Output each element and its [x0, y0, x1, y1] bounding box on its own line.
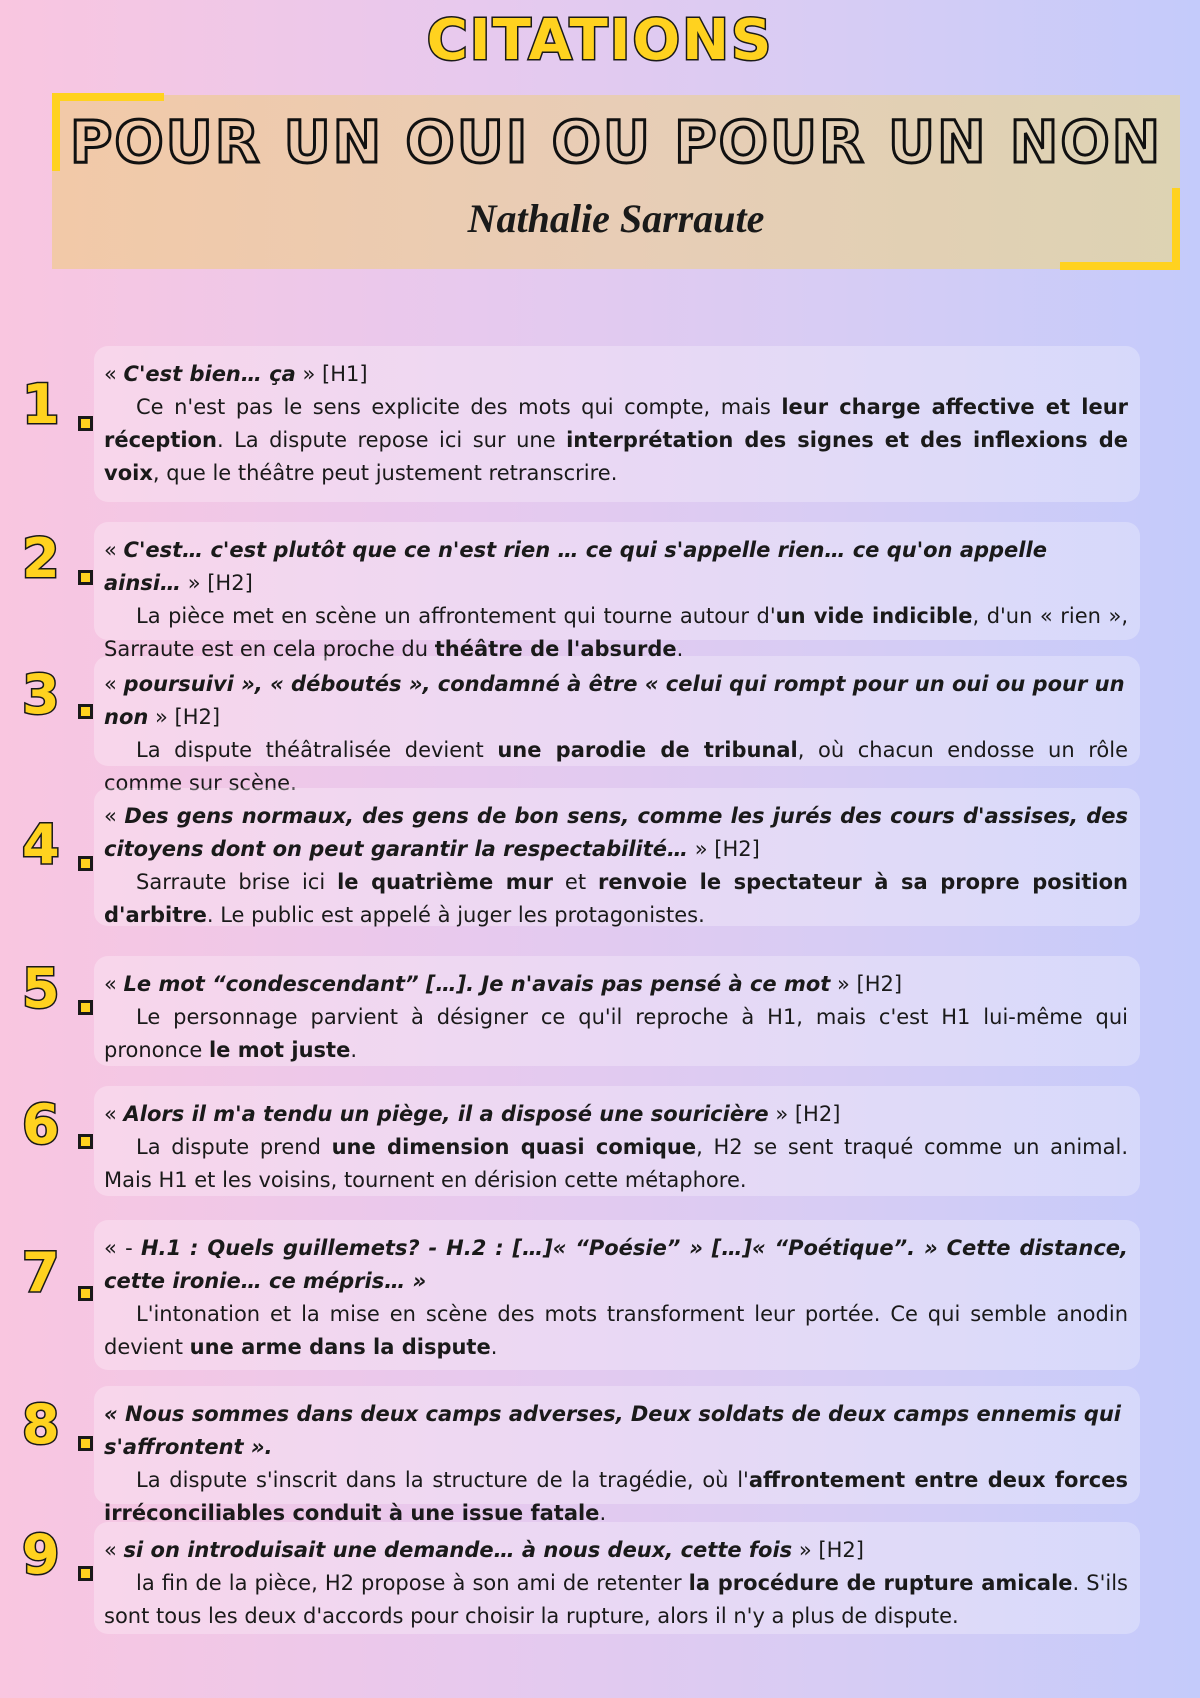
- quote-comment: L'intonation et la mise en scène des mots transforment leur portée. Ce qui semble anodin devient une arme dans la dispute.: [104, 1302, 1128, 1359]
- quote-card: [94, 1220, 1140, 1370]
- bullet-square-icon: [78, 1134, 93, 1149]
- quote-comment: La dispute théâtralisée devient une parodie de tribunal, où chacun endosse un rôle comme sur scène.: [104, 738, 1128, 795]
- page-title: CITATIONS: [426, 8, 774, 73]
- quote-card: [94, 522, 1140, 661]
- bullet-square-icon: [78, 416, 93, 431]
- quote-number: 2: [22, 527, 60, 590]
- quote-card: [94, 1086, 1140, 1196]
- quote-text: « Le mot “condescendant” […]. Je n'avais pas pensé à ce mot » [H2]: [104, 972, 903, 996]
- quote-text: « C'est… c'est plutôt que ce n'est rien … ce qui s'appelle rien… ce qu'on appelle ainsi… » [H2]: [104, 538, 1047, 595]
- quote-comment: Sarraute brise ici le quatrième mur et renvoie le spectateur à sa propre position d'arbitre. Le public est appelé à juger les protagonistes.: [104, 870, 1128, 927]
- quote-card: [94, 956, 1140, 1066]
- quote-number: 4: [22, 813, 60, 876]
- quote-number: 3: [22, 663, 60, 726]
- quote-text: « poursuivi », « déboutés », condamné à être « celui qui rompt pour un oui ou pour un non » [H2]: [104, 672, 1125, 729]
- quote-comment: La dispute prend une dimension quasi comique, H2 se sent traqué comme un animal. Mais H1 et les voisins, tournent en dérision cette métaphore.: [104, 1135, 1129, 1192]
- quote-card: [94, 788, 1140, 926]
- quote-number: 8: [22, 1393, 60, 1456]
- quote-comment: Ce n'est pas le sens explicite des mots qui compte, mais leur charge affective et leur réception. La dispute repose ici sur une interprétation des signes et des inflexions de voix, que le théâtre peut justement retranscrire.: [104, 395, 1128, 485]
- quote-text: « Des gens normaux, des gens de bon sens, comme les jurés des cours d'assises, des citoyens dont on peut garantir la respectabilité… » [H2]: [104, 804, 1129, 861]
- banner-corner-top-left: [52, 93, 164, 101]
- quote-number: 7: [22, 1241, 60, 1304]
- quote-number: 1: [22, 373, 60, 436]
- work-title: POUR UN OUI OU POUR UN NON: [69, 108, 1163, 176]
- quote-card: [94, 1386, 1140, 1525]
- quote-comment: La dispute s'inscrit dans la structure de la tragédie, où l'affrontement entre deux forces irréconciliables conduit à une issue fatale.: [104, 1468, 1128, 1525]
- bullet-square-icon: [78, 1566, 93, 1581]
- banner-corner-bottom-right: [1060, 262, 1180, 270]
- bullet-square-icon: [78, 856, 93, 871]
- quote-card: [94, 1522, 1140, 1634]
- bullet-square-icon: [78, 570, 93, 585]
- quote-text: « Alors il m'a tendu un piège, il a disposé une souricière » [H2]: [104, 1102, 841, 1126]
- author-name: Nathalie Sarraute: [467, 196, 765, 241]
- quote-number: 9: [22, 1523, 60, 1586]
- quote-card: [94, 346, 1140, 502]
- quote-number: 5: [22, 957, 60, 1020]
- quote-text: « si on introduisait une demande… à nous deux, cette fois » [H2]: [104, 1538, 864, 1562]
- quote-text: « - H.1 : Quels guillemets? - H.2 : […]« “Poésie” » […]« “Poétique”. » Cette distance, cette ironie… ce mépris… »: [104, 1236, 1128, 1293]
- quote-card: [94, 656, 1140, 795]
- quote-comment: Le personnage parvient à désigner ce qu'il reproche à H1, mais c'est H1 lui-même qui prononce le mot juste.: [104, 1005, 1128, 1062]
- bullet-square-icon: [78, 1000, 93, 1015]
- quote-number: 6: [22, 1093, 60, 1156]
- bullet-square-icon: [78, 704, 93, 719]
- quote-text: « Nous sommes dans deux camps adverses, Deux soldats de deux camps ennemis qui s'affrontent ».: [104, 1402, 1122, 1459]
- quote-comment: La pièce met en scène un affrontement qui tourne autour d'un vide indicible, d'un « rien », Sarraute est en cela proche du théâtre de l'absurde.: [104, 604, 1128, 661]
- bullet-square-icon: [78, 1286, 93, 1301]
- quote-text: « C'est bien… ça » [H1]: [104, 362, 368, 386]
- quote-comment: la fin de la pièce, H2 propose à son ami de retenter la procédure de rupture amicale. S'ils sont tous les deux d'accords pour choisir la rupture, alors il n'y a plus de dispute.: [104, 1571, 1128, 1628]
- bullet-square-icon: [78, 1436, 93, 1451]
